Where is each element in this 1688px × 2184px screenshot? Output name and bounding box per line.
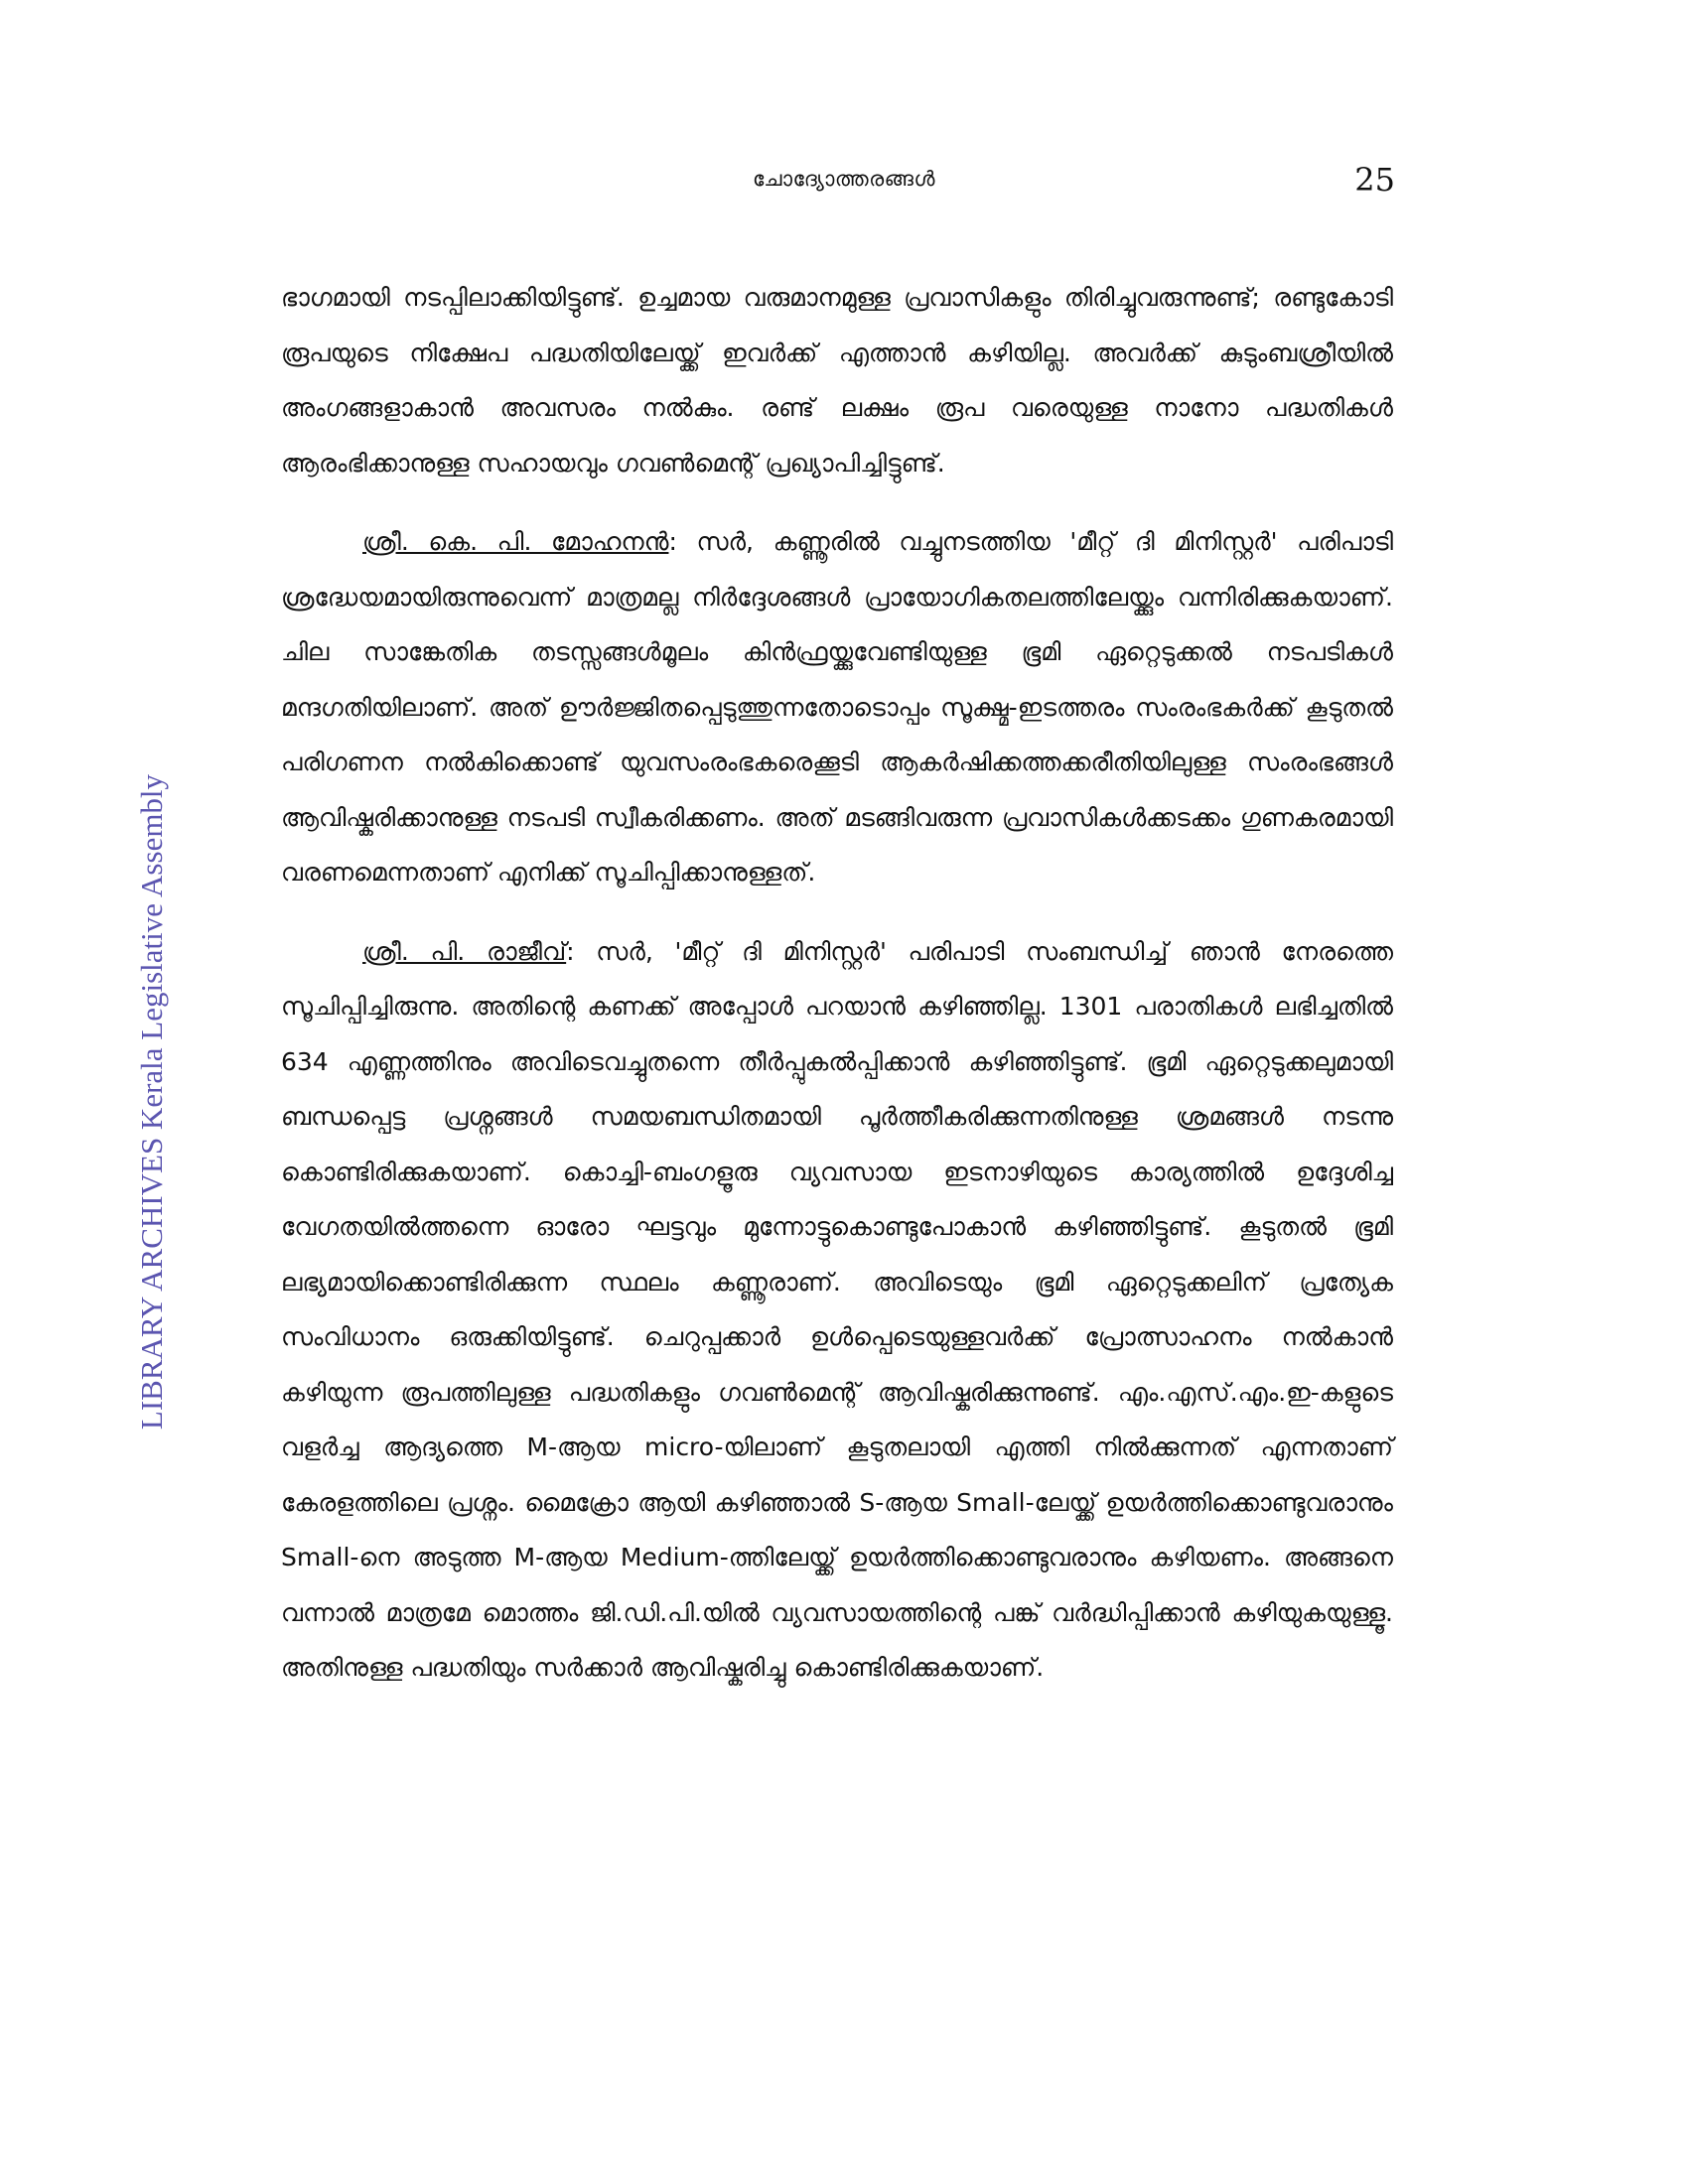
running-header: ചോദ്യോത്തരങ്ങൾ [752, 167, 936, 191]
paragraph-continued [281, 270, 1393, 490]
speech-text: : സർ, 'മീറ്റ് ദി മിനിസ്റ്റർ' പരിപാടി സംബന്ധിച്ച് ഞാൻ നേരത്തെ സൂചിപ്പിച്ചിരുന്നു. അതിന്റെ കണക്ക് അപ്പോൾ പറയാൻ കഴിഞ്ഞില്ല. 1301 പരാതികൾ ലഭിച്ചതിൽ 634 എണ്ണത്തിനും അവിടെവച്ചുതന്നെ തീർപ്പുകൽപ്പിക്കാൻ കഴിഞ്ഞിട്ടുണ്ട്. ഭൂമി ഏറ്റെടുക്കലുമായി ബന്ധപ്പെട്ട പ്രശ്നങ്ങൾ സമയബന്ധിതമായി പൂർത്തീകരിക്കുന്നതിനുള്ള ശ്രമങ്ങൾ നടന്നു കൊണ്ടിരിക്കുകയാണ്. കൊച്ചി-ബംഗളൂരു വ്യവസായ ഇടനാഴിയുടെ കാര്യത്തിൽ ഉദ്ദേശിച്ച വേഗതയിൽത്തന്നെ ഓരോ ഘട്ടവും മുന്നോട്ടുകൊണ്ടുപോകാൻ കഴിഞ്ഞിട്ടുണ്ട്. കൂടുതൽ ഭൂമി ലഭ്യമായിക്കൊണ്ടിരിക്കുന്ന സ്ഥലം കണ്ണൂരാണ്. അവിടെയും ഭൂമി ഏറ്റെടുക്കലിന് പ്രത്യേക സംവിധാനം ഒരുക്കിയിട്ടുണ്ട്. ചെറുപ്പക്കാർ ഉൾപ്പെടെയുള്ളവർക്ക് പ്രോത്സാഹനം നൽകാൻ കഴിയുന്ന രൂപത്തിലുള്ള പദ്ധതികളും ഗവൺമെന്റ് ആവിഷ്കരിക്കുന്നുണ്ട്. എം.എസ്.എം.ഇ-കളുടെ വളർച്ച ആദ്യത്തെ M-ആയ micro-യിലാണ് കൂടുതലായി എത്തി നിൽക്കുന്നത് എന്നതാണ് കേരളത്തിലെ പ്രശ്നം. മൈക്രോ ആയി കഴിഞ്ഞാൽ S-ആയ Small-ലേയ്ക്ക് ഉയർത്തിക്കൊണ്ടുവരാനും Small-നെ അടുത്ത M-ആയ Medium-ത്തിലേയ്ക്ക് ഉയർത്തിക്കൊണ്ടുവരാനും കഴിയണം. അങ്ങനെ വന്നാൽ മാത്രമേ മൊത്തം ജി.ഡി.പി.യിൽ വ്യവസായത്തിന്റെ പങ്ക് വർദ്ധിപ്പിക്കാൻ കഴിയുകയുള്ളൂ. അതിനുള്ള പദ്ധതിയും സർക്കാർ ആവിഷ്കരിച്ചു കൊണ്ടിരിക്കുകയാണ്. [281, 936, 1393, 1682]
page-number: 25 [1354, 161, 1395, 199]
paragraph-speech-mohanan [281, 514, 1393, 900]
paragraph-speech-rajeev [281, 924, 1393, 1696]
speech-text: : സർ, കണ്ണൂരിൽ വച്ചുനടത്തിയ 'മീറ്റ് ദി മിനിസ്റ്റർ' പരിപാടി ശ്രദ്ധേയമായിരുന്നുവെന്ന് മാത്രമല്ല നിർദ്ദേശങ്ങൾ പ്രായോഗികതലത്തിലേയ്ക്കും വന്നിരിക്കുകയാണ്. ചില സാങ്കേതിക തടസ്സങ്ങൾമൂലം കിൻഫ്രയ്ക്കുവേണ്ടിയുള്ള ഭൂമി ഏറ്റെടുക്കൽ നടപടികൾ മന്ദഗതിയിലാണ്. അത് ഊർജ്ജിതപ്പെടുത്തുന്നതോടൊപ്പം സൂക്ഷ്മ-ഇടത്തരം സംരംഭകർക്ക് കൂടുതൽ പരിഗണന നൽകിക്കൊണ്ട് യുവസംരംഭകരെക്കൂടി ആകർഷിക്കത്തക്കരീതിയിലുള്ള സംരംഭങ്ങൾ ആവിഷ്കരിക്കാനുള്ള നടപടി സ്വീകരിക്കണം. അത് മടങ്ങിവരുന്ന പ്രവാസികൾക്കടക്കം ഗുണകരമായി വരണമെന്നതാണ് എനിക്ക് സൂചിപ്പിക്കാനുള്ളത്. [281, 527, 1393, 887]
speaker-name: ശ്രീ. കെ. പി. മോഹനൻ [362, 527, 669, 556]
speaker-name: ശ്രീ. പി. രാജീവ് [362, 936, 567, 966]
paragraph-text: ഭാഗമായി നടപ്പിലാക്കിയിട്ടുണ്ട്. ഉച്ചമായ വരുമാനമുള്ള പ്രവാസികളും തിരിച്ചുവരുന്നുണ്ട്; രണ്ടുകോടി രൂപയുടെ നിക്ഷേപ പദ്ധതിയിലേയ്ക്ക് ഇവർക്ക് എത്താൻ കഴിയില്ല. അവർക്ക് കുടുംബശ്രീയിൽ അംഗങ്ങളാകാൻ അവസരം നൽകും. രണ്ട് ലക്ഷം രൂപ വരെയുള്ള നാനോ പദ്ധതികൾ ആരംഭിക്കാനുള്ള സഹായവും ഗവൺമെന്റ് പ്രഖ്യാപിച്ചിട്ടുണ്ട്. [281, 283, 1393, 478]
archive-watermark: LIBRARY ARCHIVES Kerala Legislative Assembly [134, 773, 169, 1431]
page-body [281, 270, 1393, 1719]
